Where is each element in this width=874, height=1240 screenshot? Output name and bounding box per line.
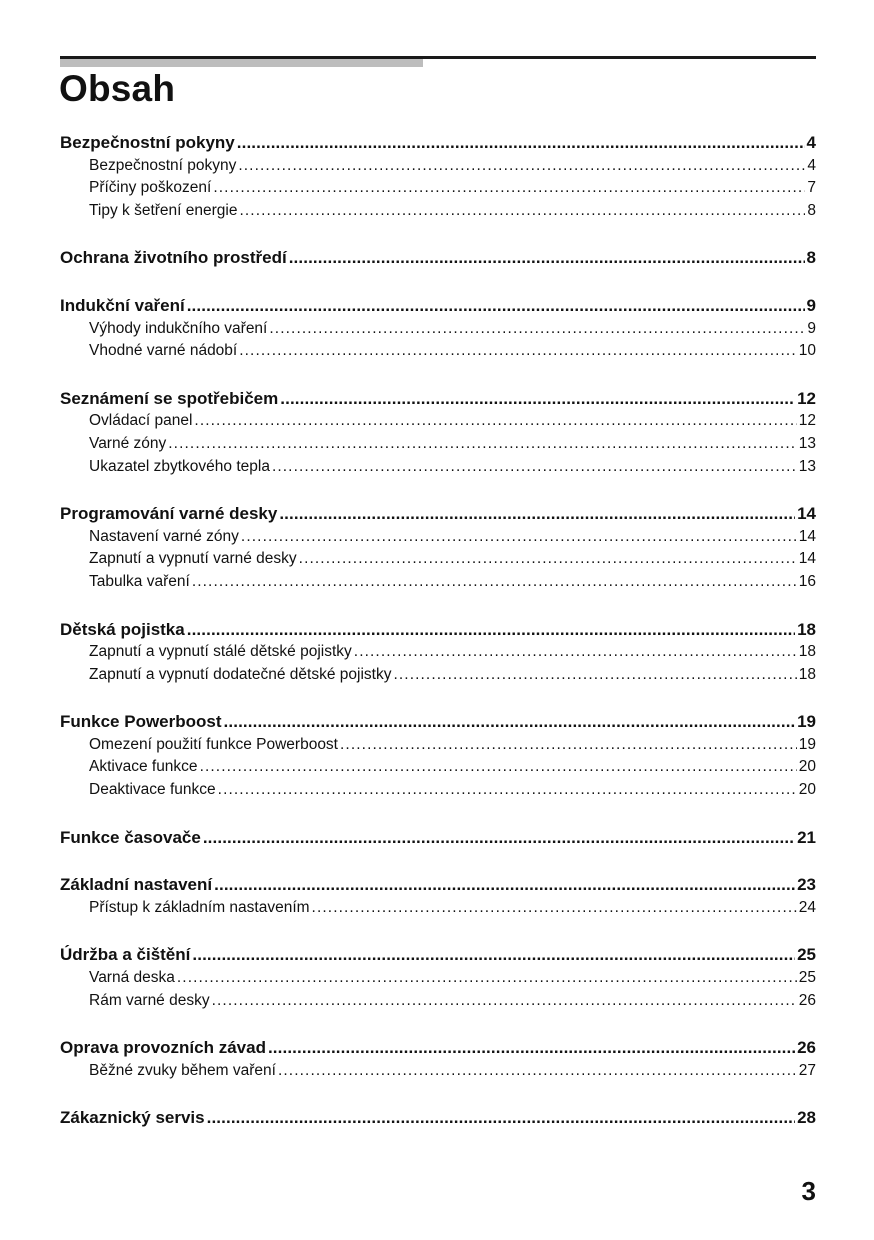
dot-leader (187, 295, 805, 318)
toc-section-heading-label: Ochrana životního prostředí (60, 248, 287, 268)
toc-section (60, 388, 816, 478)
dot-leader (340, 734, 797, 757)
toc-subsection-label: Deaktivace funkce (89, 781, 216, 799)
toc-section (60, 247, 816, 270)
toc-section-heading[interactable] (60, 1037, 816, 1060)
dot-leader (312, 897, 797, 920)
toc-subsection-label: Výhody indukčního vaření (89, 319, 268, 337)
dot-leader (239, 200, 805, 223)
toc-subsection[interactable] (60, 200, 816, 223)
toc-subsection-page: 18 (798, 665, 816, 683)
toc-section (60, 1107, 816, 1130)
toc-subsection-label: Aktivace funkce (89, 758, 198, 776)
toc-section-heading[interactable] (60, 388, 816, 411)
toc-section-heading-page: 9 (806, 295, 816, 315)
toc-section-heading[interactable] (60, 944, 816, 967)
toc-subsection-label: Bezpečnostní pokyny (89, 156, 237, 174)
toc-subsection[interactable] (60, 756, 816, 779)
toc-subsection[interactable] (60, 734, 816, 757)
toc-section-heading-page: 18 (797, 619, 816, 639)
toc-subsection-page: 13 (798, 434, 816, 452)
toc-subsection-label: Zapnutí a vypnutí dodatečné dětské pojistky (89, 665, 392, 683)
dot-leader (187, 619, 795, 642)
dot-leader (177, 967, 797, 990)
toc-subsection[interactable] (60, 571, 816, 594)
toc-subsection-page: 14 (798, 527, 816, 545)
toc-subsection[interactable] (60, 641, 816, 664)
toc-section-heading-label: Dětská pojistka (60, 619, 185, 639)
toc-subsection-label: Zapnutí a vypnutí varné desky (89, 550, 297, 568)
toc-subsection-page: 16 (798, 572, 816, 590)
toc-section (60, 1037, 816, 1082)
toc-section (60, 874, 816, 919)
dot-leader (289, 247, 805, 270)
toc-section-heading-label: Funkce Powerboost (60, 712, 222, 732)
toc-section-heading-label: Funkce časovače (60, 827, 201, 847)
toc-subsection[interactable] (60, 155, 816, 178)
dot-leader (207, 1107, 795, 1130)
toc-subsection-page: 9 (807, 319, 816, 337)
toc-section (60, 619, 816, 687)
toc-section (60, 944, 816, 1012)
toc-subsection[interactable] (60, 318, 816, 341)
toc-subsection-page: 19 (798, 735, 816, 753)
toc-section (60, 827, 816, 850)
toc-subsection-label: Varné zóny (89, 434, 167, 452)
toc-section-heading-page: 4 (806, 133, 816, 152)
dot-leader (224, 711, 796, 734)
dot-leader (237, 132, 805, 155)
toc-section-heading[interactable] (60, 1107, 816, 1130)
toc-subsection-label: Běžné zvuky během vaření (89, 1061, 276, 1079)
dot-leader (192, 944, 795, 967)
toc-subsection-label: Vhodné varné nádobí (89, 342, 238, 360)
toc-section-heading-label: Údržba a čištění (60, 945, 191, 965)
toc-section-heading[interactable] (60, 827, 816, 850)
dot-leader (269, 318, 805, 341)
dot-leader (192, 571, 797, 594)
dot-leader (268, 1037, 795, 1060)
toc-section-heading-page: 26 (797, 1038, 816, 1058)
toc-subsection[interactable] (60, 340, 816, 363)
toc-subsection-page: 26 (798, 991, 816, 1009)
dot-leader (241, 526, 797, 549)
toc-section-heading[interactable] (60, 247, 816, 270)
toc-section-heading-page: 21 (797, 827, 816, 847)
toc-section-heading-label: Seznámení se spotřebičem (60, 388, 279, 408)
toc-subsection-page: 24 (798, 898, 816, 916)
dot-leader (238, 155, 805, 178)
toc-subsection-label: Zapnutí a vypnutí stálé dětské pojistky (89, 643, 352, 661)
page-title: Obsah (59, 68, 176, 109)
toc-subsection[interactable] (60, 1060, 816, 1083)
toc-subsection-page: 8 (807, 201, 816, 219)
toc-section-heading-label: Programování varné desky (60, 504, 278, 524)
toc-subsection[interactable] (60, 526, 816, 549)
toc-subsection-label: Ovládací panel (89, 412, 193, 430)
toc-subsection-label: Přístup k základním nastavením (89, 898, 310, 916)
dot-leader (272, 456, 797, 479)
toc-section-heading-page: 19 (797, 712, 816, 732)
toc-subsection[interactable] (60, 664, 816, 687)
dot-leader (278, 1060, 797, 1083)
dot-leader (203, 827, 795, 850)
toc-subsection[interactable] (60, 177, 816, 200)
toc-section-heading[interactable] (60, 503, 816, 526)
dot-leader (393, 664, 796, 687)
toc-subsection-label: Tabulka vaření (89, 572, 190, 590)
toc-section (60, 132, 816, 222)
toc-subsection-page: 14 (798, 550, 816, 568)
toc-section-heading[interactable] (60, 295, 816, 318)
dot-leader (279, 503, 795, 526)
toc-subsection[interactable] (60, 548, 816, 571)
dot-leader (214, 874, 795, 897)
toc-section-heading-label: Oprava provozních závad (60, 1038, 266, 1058)
toc-subsection[interactable] (60, 456, 816, 479)
dot-leader (218, 779, 797, 802)
toc-section-heading-page: 23 (797, 875, 816, 895)
toc-subsection-page: 20 (798, 758, 816, 776)
toc-subsection-label: Tipy k šetření energie (89, 201, 238, 219)
toc-section-heading-label: Zákaznický servis (60, 1108, 205, 1128)
dot-leader (200, 756, 797, 779)
dot-leader (194, 410, 796, 433)
toc-subsection[interactable] (60, 410, 816, 433)
page-number: 3 (801, 1176, 816, 1206)
toc-subsection-label: Varná deska (89, 969, 175, 987)
toc-subsection[interactable] (60, 433, 816, 456)
toc-section-heading[interactable] (60, 132, 816, 155)
dot-leader (168, 433, 796, 456)
dot-leader (280, 388, 795, 411)
toc-subsection-page: 20 (798, 781, 816, 799)
toc-subsection-page: 25 (798, 969, 816, 987)
toc-subsection-label: Nastavení varné zóny (89, 527, 239, 545)
dot-leader (213, 177, 805, 200)
dot-leader (354, 641, 797, 664)
toc-subsection[interactable] (60, 967, 816, 990)
table-of-contents (60, 132, 816, 1155)
toc-section-heading-page: 25 (797, 945, 816, 965)
toc-subsection-page: 12 (798, 412, 816, 430)
toc-subsection-page: 4 (807, 156, 816, 174)
toc-subsection-label: Omezení použití funkce Powerboost (89, 735, 338, 753)
toc-section (60, 711, 816, 801)
toc-section-heading-label: Bezpečnostní pokyny (60, 133, 235, 152)
toc-section-heading-page: 28 (797, 1108, 816, 1128)
toc-subsection-page: 13 (798, 457, 816, 475)
toc-section-heading-page: 14 (797, 504, 816, 524)
toc-section-heading-page: 12 (797, 388, 816, 408)
toc-section-heading-label: Indukční vaření (60, 295, 185, 315)
toc-section-heading-page: 8 (806, 248, 816, 268)
toc-section (60, 503, 816, 593)
toc-subsection-page: 7 (807, 179, 816, 197)
toc-section-heading-label: Základní nastavení (60, 875, 213, 895)
toc-subsection-label: Rám varné desky (89, 991, 210, 1009)
dot-leader (299, 548, 797, 571)
toc-subsection[interactable] (60, 897, 816, 920)
dot-leader (212, 990, 797, 1013)
toc-subsection[interactable] (60, 779, 816, 802)
toc-section-heading[interactable] (60, 874, 816, 897)
toc-subsection-page: 27 (798, 1061, 816, 1079)
toc-subsection[interactable] (60, 990, 816, 1013)
toc-subsection-page: 18 (798, 643, 816, 661)
header-accent-bar (60, 59, 423, 67)
toc-section-heading[interactable] (60, 619, 816, 642)
toc-subsection-label: Příčiny poškození (89, 179, 212, 197)
toc-section (60, 295, 816, 363)
toc-subsection-page: 10 (798, 342, 816, 360)
toc-section-heading[interactable] (60, 711, 816, 734)
dot-leader (239, 340, 797, 363)
toc-subsection-label: Ukazatel zbytkového tepla (89, 457, 270, 475)
